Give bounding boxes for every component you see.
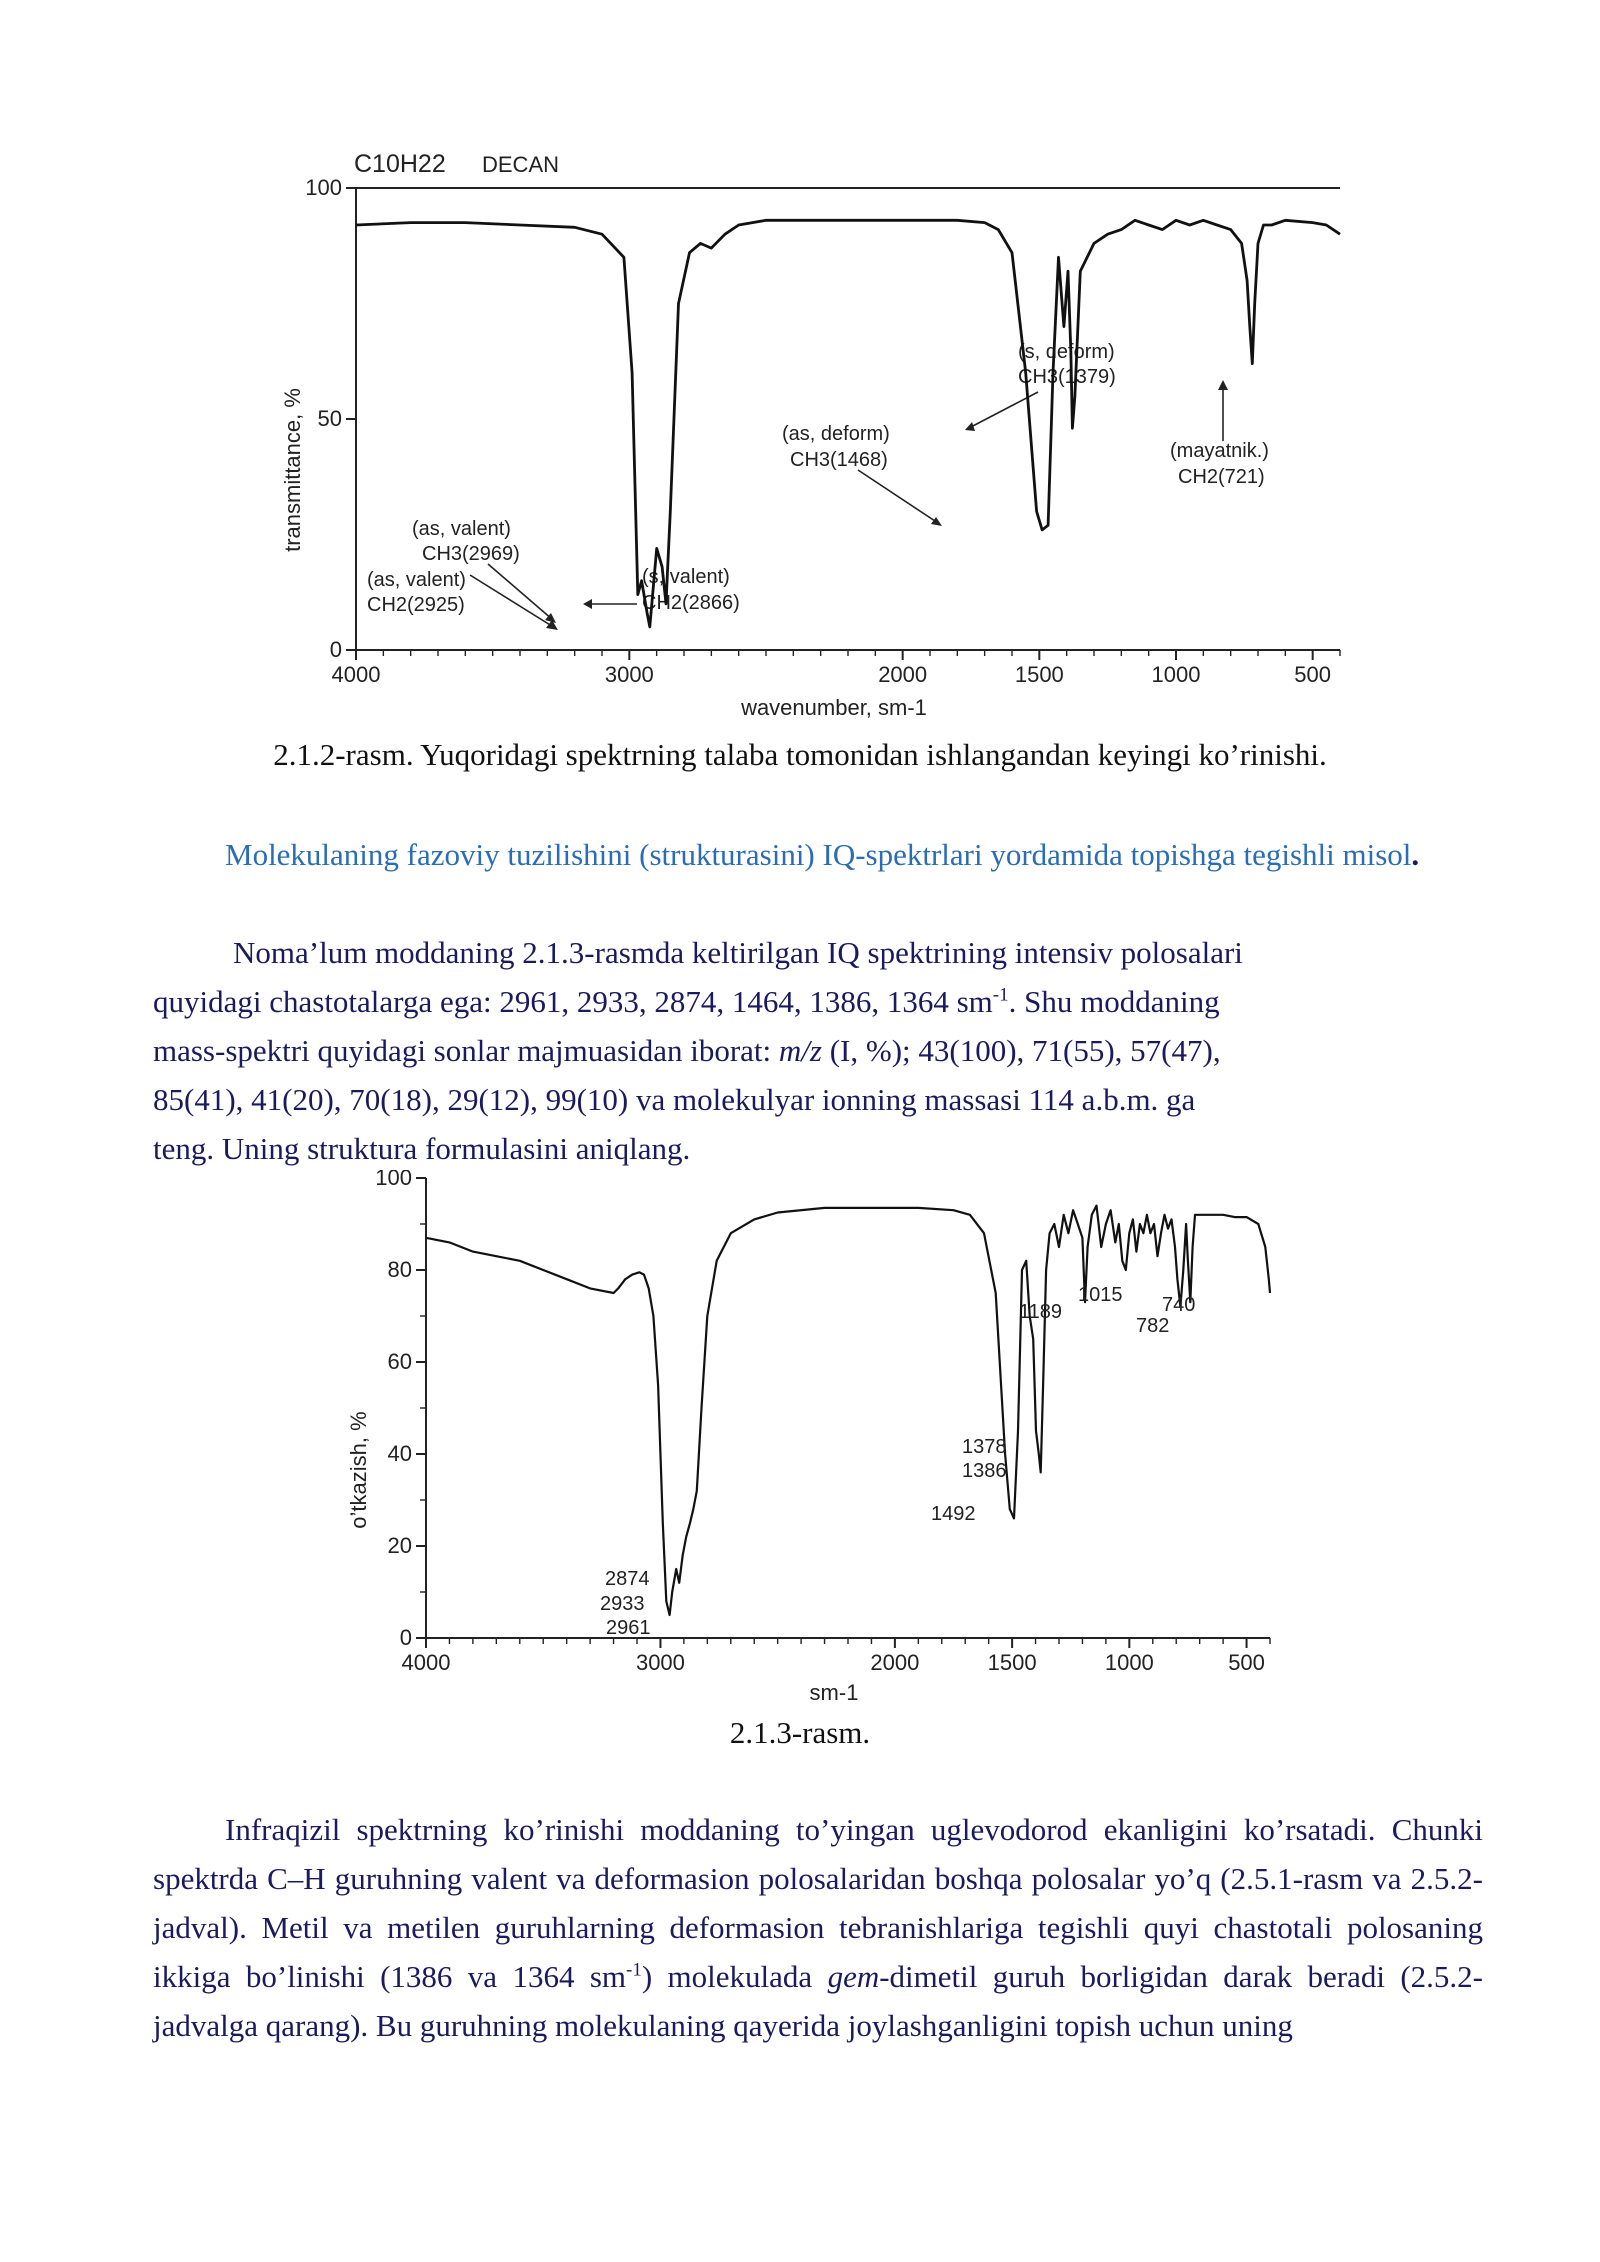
x-tick-label: 1000 — [1104, 1650, 1154, 1675]
label-mayatnik-ch2-a: (mayatnik.) — [1170, 440, 1269, 462]
label-s-valent-ch2-b: CH2(2866) — [642, 592, 740, 614]
x-tick-label: 3000 — [604, 662, 654, 687]
x-tick-label: 500 — [1228, 1650, 1265, 1675]
discussion-gem: gem — [827, 1959, 880, 1994]
peak-label-1015: 1015 — [1078, 1284, 1123, 1306]
y-tick-label: 60 — [387, 1349, 412, 1374]
peak-label-2961: 2961 — [606, 1617, 651, 1639]
discussion-sup: -1 — [626, 1959, 642, 1981]
x-tick-label: 1000 — [1151, 662, 1201, 687]
y-tick-label: 0 — [329, 637, 342, 662]
y-axis-title-2: o’tkazish, % — [346, 1411, 371, 1529]
x-tick-label: 2000 — [870, 1650, 920, 1675]
label-as-deform-ch3-b: CH3(1468) — [790, 449, 888, 471]
problem-line-2: quyidagi chastotalarga ega: 2961, 2933, 2874, 1464, 1386, 1364 $sm^{-1}$. Shu moddaning — [153, 984, 1220, 1019]
section-heading — [153, 830, 1483, 879]
y-tick-label: 0 — [399, 1625, 412, 1650]
unknown-spectrum-trace — [426, 1206, 1270, 1615]
chart-compound-name: DECAN — [482, 152, 560, 177]
y-tick-label: 40 — [387, 1441, 412, 1466]
problem-line-3: mass-spektri quyidagi sonlar majmuasidan iborat: m/z (I, %); 43(100), 71(55), 57(47), — [153, 1033, 1221, 1068]
y-tick-label: 80 — [387, 1257, 412, 1282]
decane-ir-spectrum-figure — [270, 140, 1360, 730]
decane-ir-chart — [270, 140, 1360, 730]
figure2-caption: 2.1.3-rasm. — [729, 1715, 871, 1750]
figure1-caption: 2.1.2-rasm. Yuqoridagi spektrning talaba tomonidan ishlangandan keyingi ko’rinishi. — [273, 737, 1327, 772]
label-as-valent-ch2-a: (as, valent) — [367, 569, 466, 591]
x-tick-label: 500 — [1294, 662, 1332, 687]
x-axis-title-2: sm-1 — [809, 1680, 859, 1705]
x-tick-label: 4000 — [331, 662, 381, 687]
peak-label-1378: 1378 — [962, 1436, 1007, 1458]
peak-label-740: 740 — [1162, 1294, 1196, 1316]
y-tick-label: 100 — [375, 1170, 412, 1190]
discussion-paragraph — [153, 1805, 1483, 2050]
problem-line-1: Noma’lum moddaning 2.1.3-rasmda keltirilgan IQ spektrining intensiv polosalari — [233, 935, 1243, 970]
problem-line-5: teng. Uning struktura formulasini aniqlang. — [153, 1131, 691, 1166]
label-s-valent-ch2-a: (s, valent) — [642, 566, 730, 588]
x-tick-label: 1500 — [1014, 662, 1064, 687]
problem-line-4: 85(41), 41(20), 70(18), 29(12), 99(10) va molekulyar ionning massasi 114 a.b.m. ga — [153, 1082, 1196, 1117]
chart-formula: C10H22 — [354, 150, 446, 178]
label-s-deform-ch3-a: (s, deform) — [1018, 341, 1115, 363]
unknown-ir-chart — [340, 1170, 1290, 1710]
x-axis-title: wavenumber, sm-1 — [741, 695, 927, 720]
label-as-valent-ch3-b: CH3(2969) — [422, 543, 520, 565]
peak-label-1386: 1386 — [962, 1460, 1007, 1482]
peak-label-782: 782 — [1136, 1315, 1170, 1337]
label-s-deform-ch3-b: CH3(1379) — [1018, 366, 1116, 388]
peak-label-2933: 2933 — [600, 1593, 645, 1615]
y-axis-title: transmittance, % — [280, 388, 305, 552]
x-tick-label: 2000 — [878, 662, 928, 687]
label-as-deform-ch3-a: (as, deform) — [782, 423, 890, 445]
x-tick-label: 4000 — [401, 1650, 451, 1675]
peak-label-2874: 2874 — [605, 1568, 650, 1590]
peak-label-1189: 1189 — [1019, 1301, 1063, 1323]
unknown-ir-spectrum-figure — [340, 1170, 1290, 1710]
x-tick-label: 3000 — [635, 1650, 685, 1675]
y-tick-label: 20 — [387, 1533, 412, 1558]
peak-label-1492: 1492 — [931, 1503, 976, 1525]
label-as-valent-ch2-b: CH2(2925) — [367, 594, 465, 616]
label-as-valent-ch3-a: (as, valent) — [412, 518, 511, 540]
y-tick-label: 100 — [305, 175, 342, 200]
problem-statement — [153, 928, 1483, 1173]
discussion-text-1: Infraqizil spektrning ko’rinishi moddaning to’yingan uglevodorod ekanligini ko’rsatadi. Chunki spektrda C–H guruhning valent va deformasion polosalaridan boshqa polosalar yo’q (2.5.1-rasm va 2.5.2-jadval). Metil va metilen guruhlarning deformasion tebranishlariga tegishli quyi chastotali polosaning ikkiga bo’linishi (1386 va 1364 sm — [153, 1812, 1483, 1994]
x-tick-label: 1500 — [987, 1650, 1037, 1675]
y-tick-label: 50 — [317, 406, 342, 431]
discussion-text-2: ) molekulada — [641, 1959, 828, 1994]
discussion-text-3: -dimetil guruh borligidan darak beradi (2.5.2-jadvalga qarang). Bu guruhning molekulaning qayerida joylashganligini topish uchun uning — [153, 1959, 1483, 2043]
section-heading-text: Molekulaning fazoviy tuzilishini (strukturasini) IQ-spektrlari yordamida topishga tegishli misol — [225, 837, 1412, 872]
section-heading-period: . — [1411, 837, 1420, 872]
label-mayatnik-ch2-b: CH2(721) — [1178, 466, 1265, 488]
